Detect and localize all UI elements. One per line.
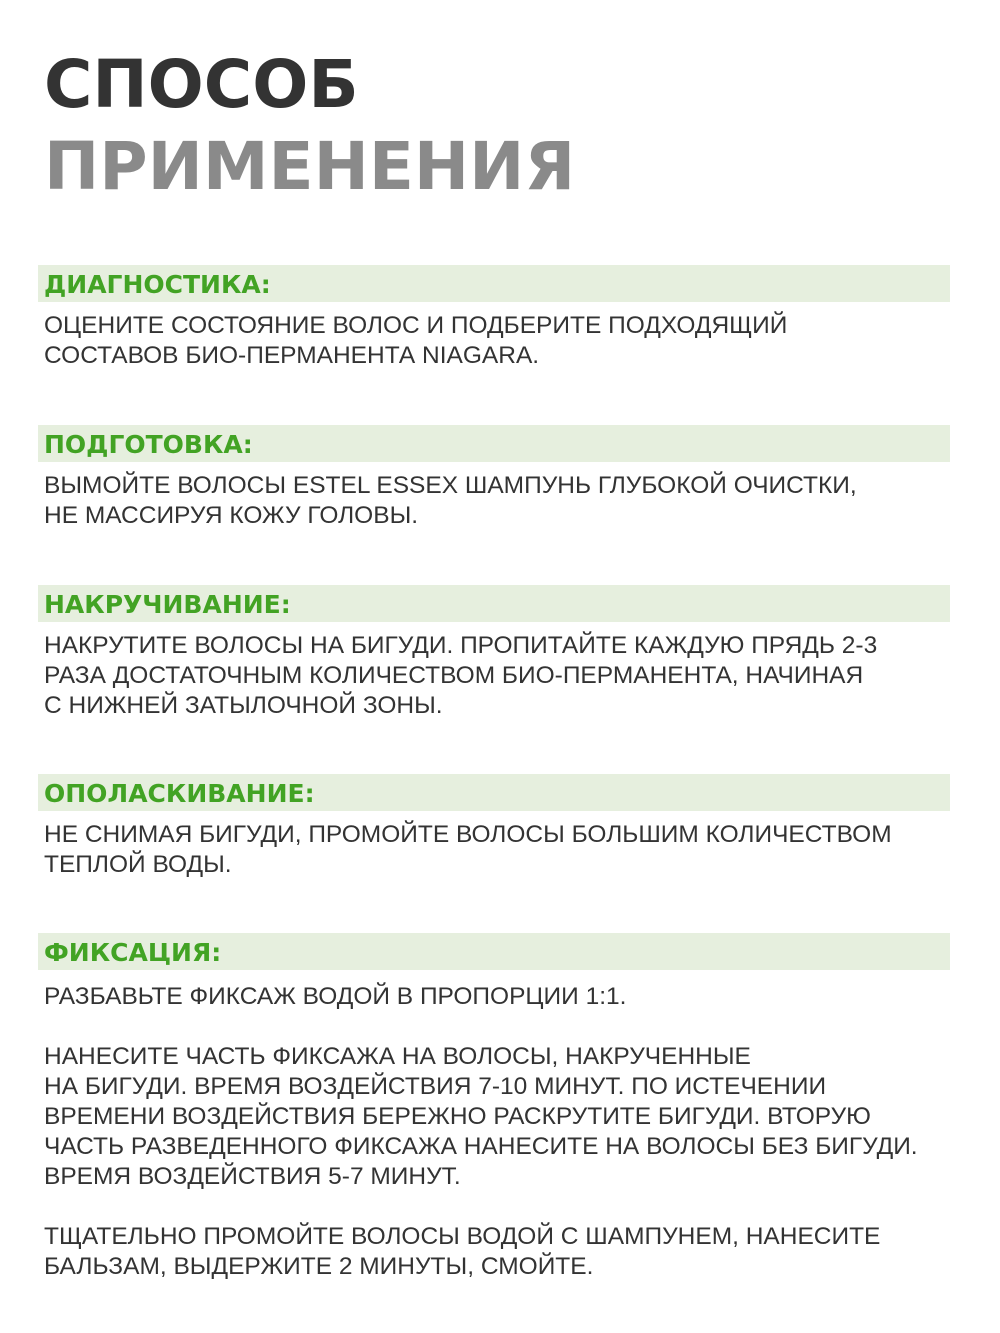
section-body-text: ВЫМОЙТЕ ВОЛОСЫ ESTEL ESSEX ШАМПУНЬ ГЛУБОКОЙ ОЧИСТКИ, НЕ МАССИРУЯ КОЖУ ГОЛОВЫ. — [44, 472, 857, 529]
page-title-line-1: СПОСОБ — [44, 46, 359, 123]
section-heading: ПОДГОТОВКА: — [44, 430, 253, 459]
section-heading: ДИАГНОСТИКА: — [44, 270, 271, 299]
section-heading: НАКРУЧИВАНИЕ: — [44, 590, 291, 619]
section-body-text: ОЦЕНИТЕ СОСТОЯНИЕ ВОЛОС И ПОДБЕРИТЕ ПОДХОДЯЩИЙ СОСТАВОВ БИО-ПЕРМАНЕНТА NIAGARA. — [44, 312, 788, 369]
section-header-band — [38, 585, 950, 622]
section-header-band — [38, 265, 950, 302]
section-heading: ОПОЛАСКИВАНИЕ: — [44, 779, 315, 808]
section-header-band — [38, 933, 950, 970]
page-title-line-2: ПРИМЕНЕНИЯ — [44, 128, 576, 205]
section-heading: ФИКСАЦИЯ: — [44, 938, 222, 967]
section-header-band — [38, 425, 950, 462]
section-body-text: НЕ СНИМАЯ БИГУДИ, ПРОМОЙТЕ ВОЛОСЫ БОЛЬШИМ КОЛИЧЕСТВОМ ТЕПЛОЙ ВОДЫ. — [44, 821, 892, 878]
section-body-text: НАКРУТИТЕ ВОЛОСЫ НА БИГУДИ. ПРОПИТАЙТЕ КАЖДУЮ ПРЯДЬ 2-3 РАЗА ДОСТАТОЧНЫМ КОЛИЧЕСТВОМ БИО-ПЕРМАНЕНТА, НАЧИНАЯ С НИЖНЕЙ ЗАТЫЛОЧНОЙ ЗОНЫ. — [44, 632, 878, 719]
section-header-band — [38, 774, 950, 811]
section-body-text: РАЗБАВЬТЕ ФИКСАЖ ВОДОЙ В ПРОПОРЦИИ 1:1. НАНЕСИТЕ ЧАСТЬ ФИКСАЖА НА ВОЛОСЫ, НАКРУЧЕННЫЕ НА БИГУДИ. ВРЕМЯ ВОЗДЕЙСТВИЯ 7-10 МИНУТ. ПО ИСТЕЧЕНИИ ВРЕМЕНИ ВОЗДЕЙСТВИЯ БЕРЕЖНО РАСКРУТИТЕ БИГУДИ. ВТОРУЮ ЧАСТЬ РАЗВЕДЕННОГО ФИКСАЖА НАНЕСИТЕ НА ВОЛОСЫ БЕЗ БИГУДИ. ВРЕМЯ ВОЗДЕЙСТВИЯ 5-7 МИНУТ. ТЩАТЕЛЬНО ПРОМОЙТЕ ВОЛОСЫ ВОДОЙ С ШАМПУНЕМ, НАНЕСИТЕ БАЛЬЗАМ, ВЫДЕРЖИТЕ 2 МИНУТЫ, СМОЙТЕ. — [44, 983, 918, 1280]
